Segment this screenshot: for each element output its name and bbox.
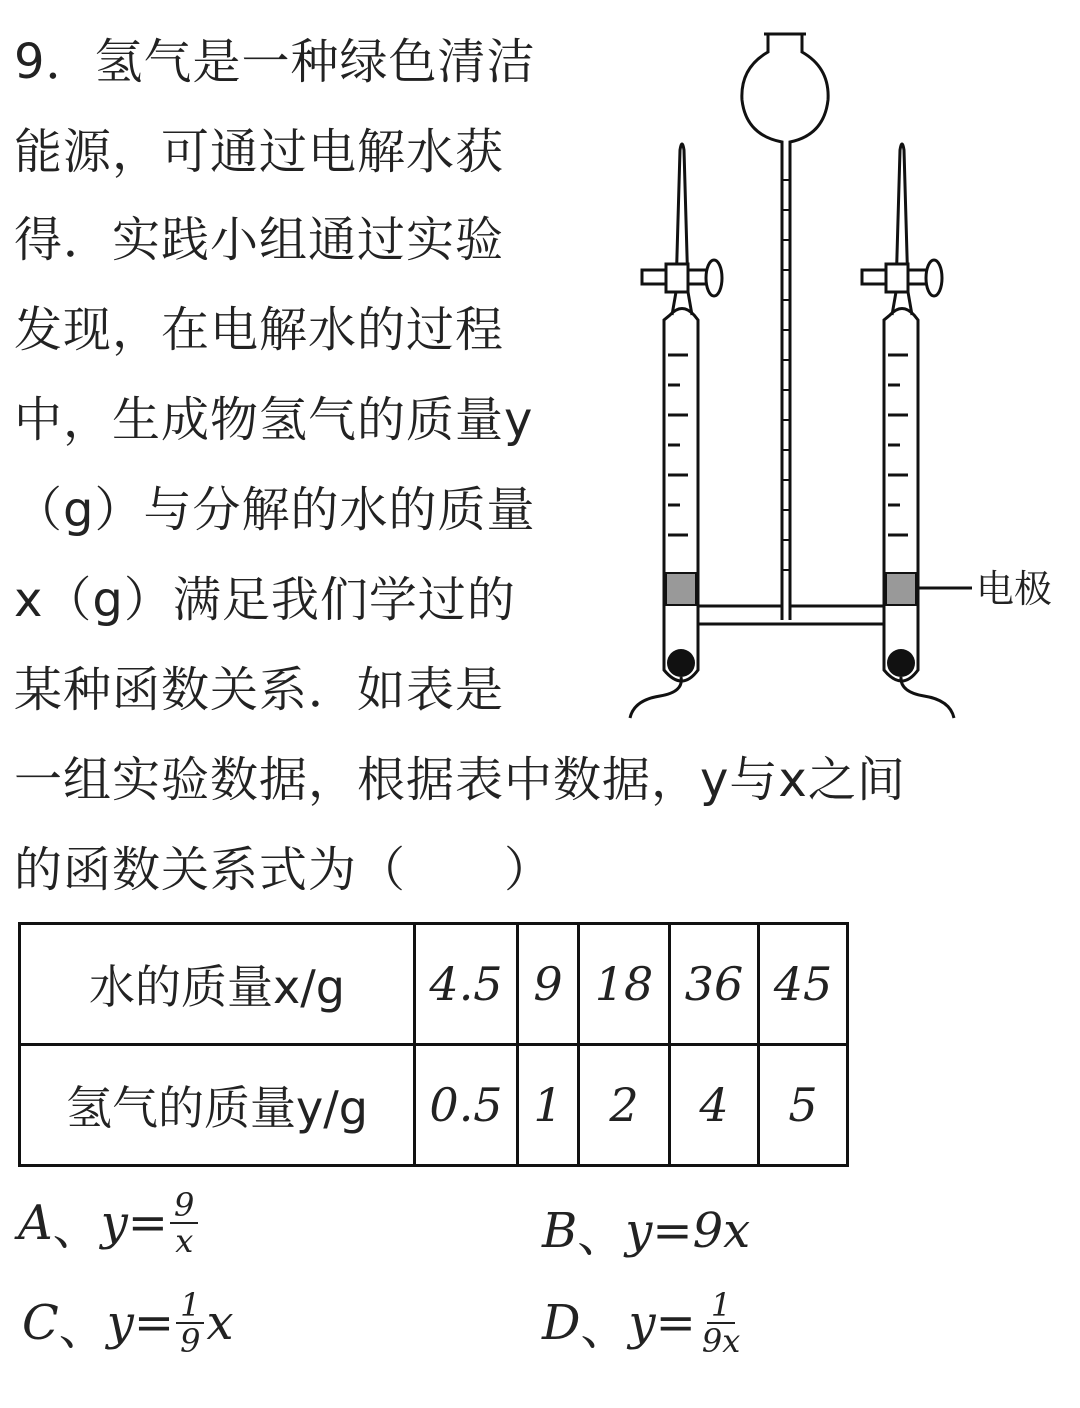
choice-tail: x (206, 1295, 234, 1351)
choice-separator: 、 (58, 1299, 107, 1356)
table-cell: 0.5 (415, 1045, 518, 1166)
choice-separator: 、 (52, 1199, 101, 1256)
electrolysis-apparatus-diagram (620, 20, 1070, 725)
choice-separator: 、 (577, 1207, 626, 1263)
table-row (20, 924, 848, 1045)
table-cell: 1 (518, 1045, 579, 1166)
question-line: 能源，可通过电解水获 (14, 124, 505, 180)
fraction-denominator: 9x (701, 1322, 741, 1360)
question-line: 某种函数关系．如表是 (14, 662, 505, 718)
table-cell: 4.5 (415, 924, 518, 1045)
fraction (698, 1288, 744, 1358)
fraction-denominator: x (175, 1222, 194, 1260)
table-cell: 5 (759, 1045, 848, 1166)
choice-lhs: y= (100, 1195, 169, 1251)
electrode-label: 电极 (976, 567, 1053, 611)
table-row-label-water: 水的质量x/g (20, 924, 415, 1045)
data-table (18, 922, 849, 1167)
table-row-label-hydrogen: 氢气的质量y/g (20, 1045, 415, 1166)
choice-lhs: y= (106, 1295, 175, 1351)
table-cell: 2 (579, 1045, 670, 1166)
table-row (20, 1045, 848, 1166)
choice-c[interactable] (22, 1288, 234, 1358)
question-line: （g）与分解的水的质量 (14, 482, 536, 538)
choice-letter: C (22, 1295, 59, 1351)
fraction (176, 1288, 204, 1358)
choice-letter: B (542, 1202, 578, 1259)
question-line: 发现，在电解水的过程 (14, 302, 505, 358)
choice-b[interactable] (542, 1196, 750, 1265)
choice-a[interactable] (18, 1188, 200, 1258)
fraction-numerator: 1 (176, 1288, 204, 1324)
question-line: 一组实验数据，根据表中数据，y与x之间 (14, 752, 906, 808)
table-cell: 36 (670, 924, 759, 1045)
fraction-numerator: 1 (707, 1288, 735, 1324)
fraction-denominator: 9 (180, 1322, 201, 1360)
choice-d[interactable] (542, 1288, 746, 1358)
table-cell: 4 (670, 1045, 759, 1166)
choice-lhs: y= (628, 1295, 696, 1351)
question-line: 9．氢气是一种绿色清洁 (14, 34, 536, 90)
question-line: 得．实践小组通过实验 (14, 212, 505, 268)
question-line: 的函数关系式为（ ） (14, 842, 554, 898)
choice-expression: y=9x (625, 1202, 751, 1259)
choice-letter: A (18, 1195, 53, 1251)
question-line: x（g）满足我们学过的 (14, 572, 516, 628)
table-cell: 9 (518, 924, 579, 1045)
choice-separator: 、 (580, 1299, 629, 1356)
choice-letter: D (542, 1295, 581, 1351)
question-line: 中，生成物氢气的质量y (14, 392, 534, 448)
table-cell: 45 (759, 924, 848, 1045)
fraction-numerator: 9 (170, 1188, 198, 1224)
table-cell: 18 (579, 924, 670, 1045)
fraction (170, 1188, 198, 1258)
